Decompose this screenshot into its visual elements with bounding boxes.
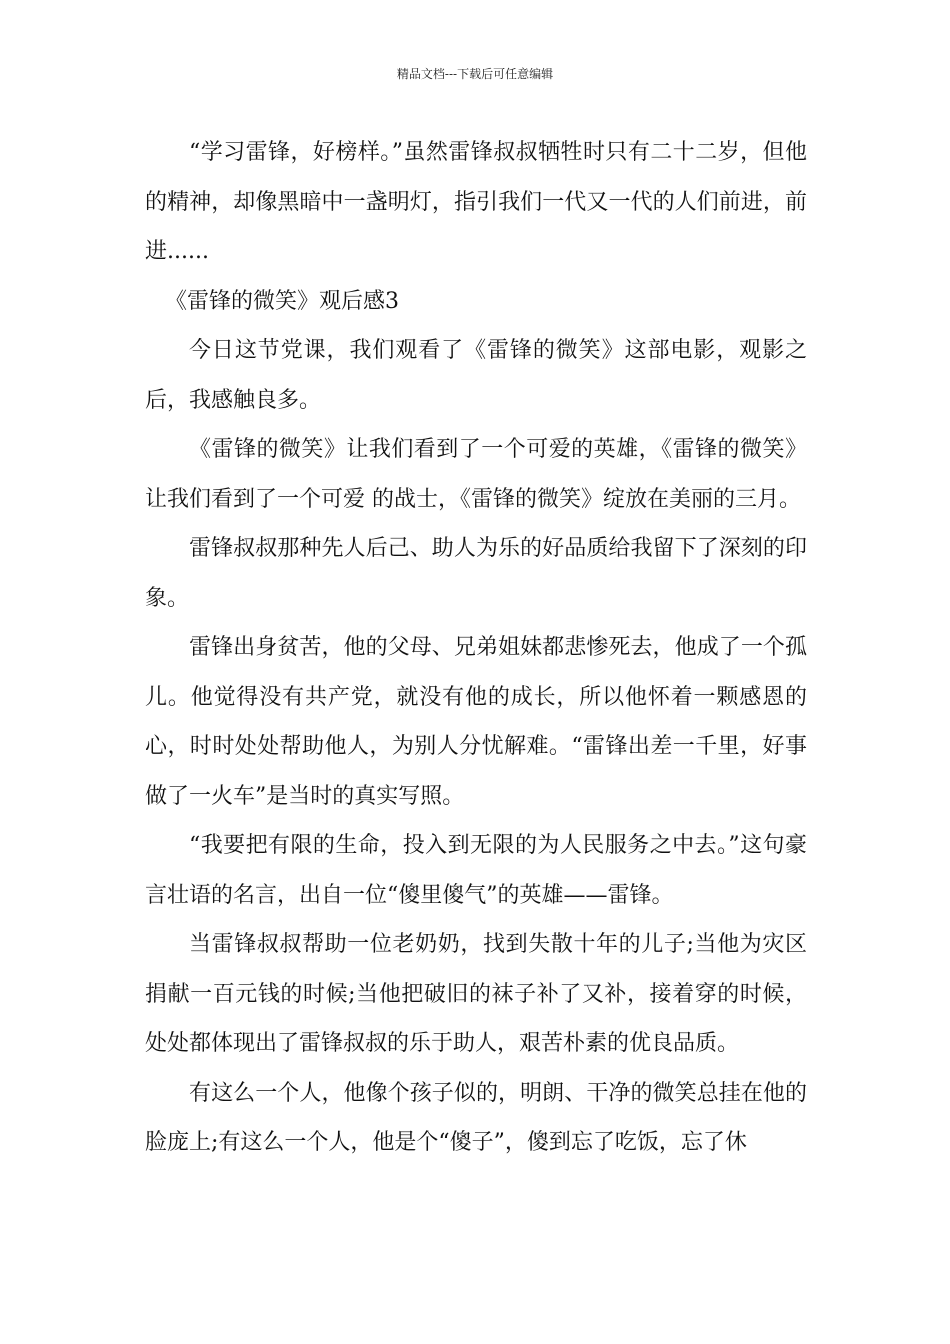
section-title: 《雷锋的微笑》观后感3 — [165, 288, 399, 314]
paragraph: “我要把有限的生命，投入到无限的为人民服务之中去。”这句豪言壮语的名言，出自一位“傻里傻气”的英雄——雷锋。 — [145, 833, 807, 908]
document-body — [145, 128, 807, 1168]
paragraph: 当雷锋叔叔帮助一位老奶奶，找到失散十年的儿子;当他为灾区捐献一百元钱的时候;当他把破旧的袜子补了又补，接着穿的时候，处处都体现出了雷锋叔叔的乐于助人，艰苦朴素的优良品质。 — [145, 932, 807, 1056]
paragraph: “学习雷锋，好榜样。”虽然雷锋叔叔牺牲时只有二十二岁，但他的精神，却像黑暗中一盏明灯，指引我们一代又一代的人们前进，前进...... — [145, 140, 807, 264]
page-header: 精品文档---下载后可任意编辑 — [396, 67, 554, 81]
paragraph: 雷锋出身贫苦，他的父母、兄弟姐妹都悲惨死去，他成了一个孤儿。他觉得没有共产党，就没有他的成长，所以他怀着一颗感恩的心，时时处处帮助他人，为别人分忧解难。“雷锋出差一千里，好事做了一火车”是当时的真实写照。 — [145, 635, 807, 809]
paragraph: 雷锋叔叔那种先人后己、助人为乐的好品质给我留下了深刻的印象。 — [145, 536, 807, 611]
paragraph: 有这么一个人，他像个孩子似的，明朗、干净的微笑总挂在他的脸庞上;有这么一个人，他是个“傻子”，傻到忘了吃饭，忘了休 — [145, 1080, 807, 1155]
paragraph: 《雷锋的微笑》让我们看到了一个可爱的英雄，《雷锋的微笑》让我们看到了一个可爱 的战士，《雷锋的微笑》绽放在美丽的三月。 — [145, 437, 807, 512]
paragraph: 今日这节党课，我们观看了《雷锋的微笑》这部电影，观影之后，我感触良多。 — [145, 338, 807, 413]
